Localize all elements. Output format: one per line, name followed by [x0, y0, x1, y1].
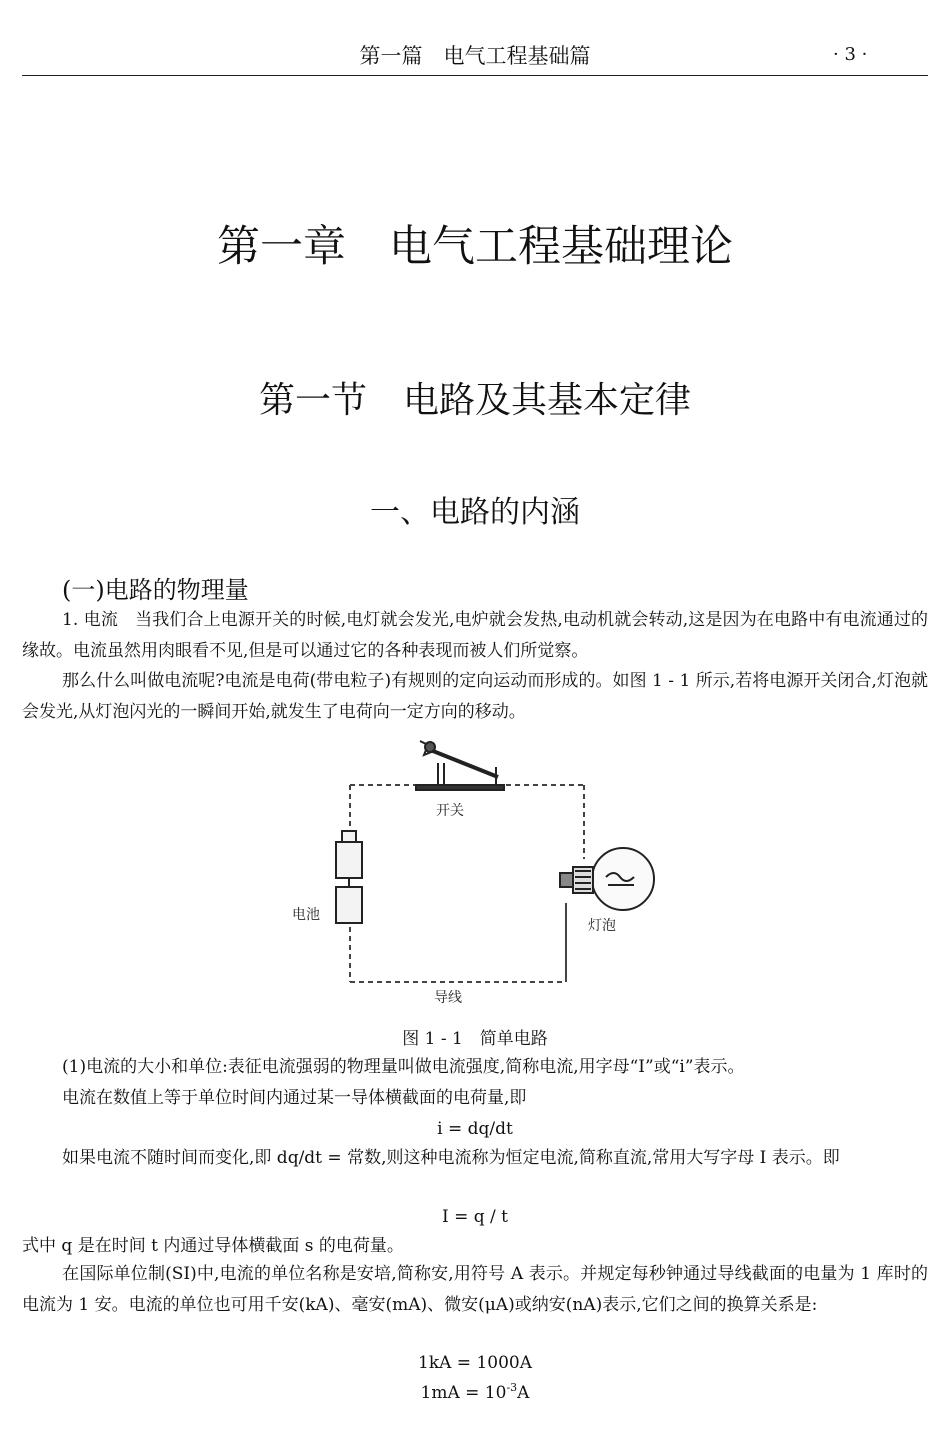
paragraph-charge-definition: 式中 q 是在时间 t 内通过导体横截面 s 的电荷量。: [22, 1236, 404, 1256]
paragraph-si-units: 在国际单位制(SI)中,电流的单位名称是安培,简称安,用符号 A 表示。并规定每秒钟通过导线截面的电量为 1 库时的电流为 1 安。电流的单位也可用千安(kA)、毫安(mA)、微安(μA)或纳安(nA)表示,它们之间的换算关系是:: [22, 1264, 928, 1315]
header-rule: [22, 75, 928, 76]
page-number: · 3 ·: [833, 44, 868, 65]
paragraph-current-intro: 1. 电流 当我们合上电源开关的时候,电灯就会发光,电炉就会发热,电动机就会转动,这是因为在电路中有电流通过的缘故。电流虽然用肉眼看不见,但是可以通过它的各种表现而被人们所觉察。: [22, 610, 928, 661]
battery-label: 电池: [292, 907, 320, 923]
battery-drawing: [336, 831, 362, 923]
paragraph-direct-current: 如果电流不随时间而变化,即 dq/dt = 常数,则这种电流称为恒定电流,简称直流,常用大写字母 I 表示。即: [62, 1148, 840, 1168]
equation-milliampere: $1mA = 10^{-3}A$: [420, 1381, 530, 1403]
paragraph-current-magnitude: (1)电流的大小和单位:表征电流强弱的物理量叫做电流强度,简称电流,用字母“I”或“i”表示。: [62, 1057, 745, 1077]
equation-kiloampere: 1kA = 1000A: [418, 1353, 532, 1373]
paragraph-current-definition: 那么什么叫做电流呢?电流是电荷(带电粒子)有规则的定向运动而形成的。如图 1 - 1 所示,若将电源开关闭合,灯泡就会发光,从灯泡闪光的一瞬间开始,就发生了电荷向一定方向的移动。: [22, 671, 928, 722]
paragraph-current-rate: 电流在数值上等于单位时间内通过某一导体横截面的电荷量,即: [62, 1088, 527, 1108]
figure-caption: 图 1 - 1 简单电路: [402, 1029, 548, 1049]
bulb-label: 灯泡: [588, 918, 616, 934]
running-header-title: 第一篇 电气工程基础篇: [359, 44, 591, 68]
switch-label: 开关: [436, 803, 464, 819]
equation-instantaneous-current: i = dq/dt: [437, 1119, 513, 1139]
equation-direct-current: I = q / t: [441, 1207, 509, 1227]
simple-circuit-figure: [288, 727, 660, 1009]
subsection-title: 一、电路的内涵: [370, 495, 580, 530]
section-title: 第一节 电路及其基本定律: [258, 380, 691, 421]
subsubsection-title: (一)电路的物理量: [62, 576, 249, 604]
chapter-title: 第一章 电气工程基础理论: [217, 222, 733, 272]
wire-label: 导线: [434, 990, 462, 1006]
